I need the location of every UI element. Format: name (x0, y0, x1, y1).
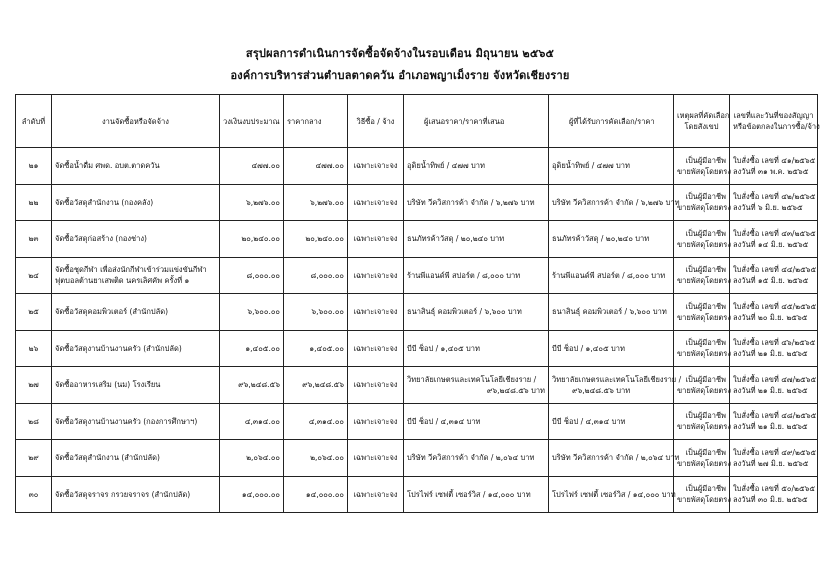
row-method: เฉพาะเจาะจง (348, 403, 404, 440)
table-row (16, 403, 818, 440)
row-contract (730, 367, 818, 404)
table-row (16, 221, 818, 258)
row-mid-price: ๖,๖๐๐.๐๐ (284, 294, 348, 331)
header-no: ลำดับที่ (16, 95, 52, 148)
row-contract (730, 184, 818, 221)
row-selected: บีบี ช็อป / ๑,๔๐๕ บาท (549, 330, 674, 367)
row-contract (730, 403, 818, 440)
row-contract-line1: ใบสั่งซื้อ เลขที่ ๔๓/๒๕๖๕ (733, 228, 816, 238)
row-reason-line1: เป็นผู้มีอาชีพ (685, 411, 726, 421)
table-row (16, 476, 818, 513)
row-contract (730, 440, 818, 477)
row-budget: ๘,๐๐๐.๐๐ (220, 257, 284, 294)
row-contract-line1: ใบสั่งซื้อ เลขที่ ๔๘/๒๕๖๕ (733, 411, 817, 421)
row-no: ๒๑ (16, 148, 52, 185)
row-contract-line2: ลงวันที่ ๒๑ มิ.ย. ๒๕๖๕ (733, 385, 808, 395)
header-selected: ผู้ที่ได้รับการคัดเลือก/ราคา (549, 95, 674, 148)
header-reason-line1: เหตุผลที่คัดเลือก (677, 111, 730, 120)
row-item: จัดซื้อวัสดุงานบ้านงานครัว (สำนักปลัด) (52, 330, 220, 367)
row-method: เฉพาะเจาะจง (348, 257, 404, 294)
row-reason (674, 403, 730, 440)
row-item: จัดซื้ออาหารเสริม (นม) โรงเรียน (52, 367, 220, 404)
row-budget: ๒,๐๖๔.๐๐ (220, 440, 284, 477)
row-budget: ๔๗๗.๐๐ (220, 148, 284, 185)
header-contract-line2: หรือข้อตกลงในการซื้อ/จ้าง (733, 122, 820, 131)
header-contract (730, 95, 818, 148)
row-reason-line2: ขายพัสดุโดยตรง (677, 349, 731, 359)
row-reason (674, 330, 730, 367)
row-selected: บริษัท วีควิสการค้า จำกัด / ๒,๐๖๔ บาท (549, 440, 674, 477)
row-offer: ธนภัทรค้าวัสดุ / ๒๐,๒๔๐ บาท (404, 221, 549, 258)
row-method: เฉพาะเจาะจง (348, 367, 404, 404)
row-budget: ๖,๖๐๐.๐๐ (220, 294, 284, 331)
row-offer: อุดิยน้ำทิพย์ / ๔๗๗ บาท (404, 148, 549, 185)
row-offer: ธนาสินธุ์ คอมพิวเตอร์ / ๖,๖๐๐ บาท (404, 294, 549, 331)
row-contract-line1: ใบสั่งซื้อ เลขที่ ๔๑/๒๕๖๕ (733, 155, 816, 165)
row-method: เฉพาะเจาะจง (348, 476, 404, 513)
row-contract-line2: ลงวันที่ ๒๑ มิ.ย. ๒๕๖๕ (733, 422, 808, 432)
row-reason (674, 476, 730, 513)
row-reason (674, 221, 730, 258)
header-offerers: ผู้เสนอราคา/ราคาที่เสนอ (404, 95, 549, 148)
row-budget: ๑,๔๐๕.๐๐ (220, 330, 284, 367)
row-mid-price: ๑๔,๐๐๐.๐๐ (284, 476, 348, 513)
row-reason (674, 184, 730, 221)
row-no: ๒๙ (16, 440, 52, 477)
row-budget: ๑๔,๐๐๐.๐๐ (220, 476, 284, 513)
document-title: สรุปผลการดำเนินการจัดซื้อจัดจ้างในรอบเดือน มิถุนายน ๒๕๖๕ (245, 47, 555, 60)
row-reason-line2: ขายพัสดุโดยตรง (677, 495, 731, 505)
row-contract-line1: ใบสั่งซื้อ เลขที่ ๕๐/๒๕๖๕ (733, 484, 816, 494)
procurement-summary-table (15, 94, 818, 513)
row-contract (730, 148, 818, 185)
row-no: ๒๓ (16, 221, 52, 258)
row-reason-line1: เป็นผู้มีอาชีพ (685, 301, 726, 311)
row-method: เฉพาะเจาะจง (348, 184, 404, 221)
row-contract-line1: ใบสั่งซื้อ เลขที่ ๔๕/๒๕๖๕ (733, 301, 817, 311)
row-no: ๓๐ (16, 476, 52, 513)
row-offer: โปรไฟร์ เซฟตี้ เซอร์วิส / ๑๔,๐๐๐ บาท (404, 476, 549, 513)
header-reason (674, 95, 730, 148)
table-header-row (16, 95, 818, 148)
row-contract (730, 257, 818, 294)
header-contract-line1: เลขที่และวันที่ของสัญญา (733, 111, 814, 120)
row-item: จัดซื้อวัสดุงานบ้านงานครัว (กองการศึกษาฯ) (52, 403, 220, 440)
row-contract (730, 294, 818, 331)
row-reason-line1: เป็นผู้มีอาชีพ (685, 374, 726, 384)
row-budget: ๔,๓๑๔.๐๐ (220, 403, 284, 440)
row-reason (674, 257, 730, 294)
row-mid-price: ๒๐,๒๔๐.๐๐ (284, 221, 348, 258)
header-reason-line2: โดยสังเขป (684, 122, 719, 131)
row-item-line2: ฟุตบอลต้านยาเสพติด นครเลิศคัพ ครั้งที่ ๑ (55, 276, 190, 286)
row-method: เฉพาะเจาะจง (348, 148, 404, 185)
table-row (16, 184, 818, 221)
row-contract-line1: ใบสั่งซื้อ เลขที่ ๔๙/๒๕๖๕ (733, 447, 817, 457)
row-contract-line2: ลงวันที่ ๑๔ มิ.ย. ๒๕๖๕ (733, 239, 809, 249)
row-reason-line2: ขายพัสดุโดยตรง (677, 458, 731, 468)
row-offer: บริษัท วีควิสการค้า จำกัด / ๖,๒๗๖ บาท (404, 184, 549, 221)
header-mid-price: ราคากลาง (284, 95, 348, 148)
row-contract (730, 221, 818, 258)
header-budget: วงเงินงบประมาณ (220, 95, 284, 148)
row-reason (674, 440, 730, 477)
row-reason-line2: ขายพัสดุโดยตรง (677, 276, 731, 286)
table-row (16, 148, 818, 185)
row-budget: ๒๐,๒๔๐.๐๐ (220, 221, 284, 258)
row-contract-line1: ใบสั่งซื้อ เลขที่ ๔๗/๒๕๖๕ (733, 374, 817, 384)
row-selected: ธนภัทรค้าวัสดุ / ๒๐,๒๔๐ บาท (549, 221, 674, 258)
row-selected: โปรไฟร์ เซฟตี้ เซอร์วิส / ๑๔,๐๐๐ บาท (549, 476, 674, 513)
row-contract-line2: ลงวันที่ ๖ มิ.ย. ๒๕๖๕ (733, 203, 803, 213)
row-selected: บริษัท วีควิสการค้า จำกัด / ๖,๒๗๖ บาท (549, 184, 674, 221)
row-reason-line1: เป็นผู้มีอาชีพ (685, 338, 726, 348)
row-reason-line1: เป็นผู้มีอาชีพ (685, 155, 726, 165)
row-reason-line2: ขายพัสดุโดยตรง (677, 166, 731, 176)
row-reason-line2: ขายพัสดุโดยตรง (677, 385, 731, 395)
row-item: จัดซื้อวัสดุจราจร กรวยจราจร (สำนักปลัด) (52, 476, 220, 513)
row-reason-line1: เป็นผู้มีอาชีพ (685, 447, 726, 457)
row-reason (674, 148, 730, 185)
row-offer-line1: วิทยาลัยเกษตรและเทคโนโลยีเชียงราย / (407, 374, 537, 384)
row-mid-price: ๖,๒๗๖.๐๐ (284, 184, 348, 221)
row-item: จัดซื้อน้ำดื่ม ศพด. อบต.ตาดควัน (52, 148, 220, 185)
row-item: จัดซื้อวัสดุก่อสร้าง (กองช่าง) (52, 221, 220, 258)
row-reason-line1: เป็นผู้มีอาชีพ (685, 484, 726, 494)
row-method: เฉพาะเจาะจง (348, 440, 404, 477)
row-item: จัดซื้อวัสดุสำนักงาน (สำนักปลัด) (52, 440, 220, 477)
row-reason-line2: ขายพัสดุโดยตรง (677, 422, 731, 432)
row-method: เฉพาะเจาะจง (348, 330, 404, 367)
row-mid-price: ๑,๔๐๕.๐๐ (284, 330, 348, 367)
row-no: ๒๘ (16, 403, 52, 440)
row-mid-price: ๔๗๗.๐๐ (284, 148, 348, 185)
row-offer (404, 367, 549, 404)
row-contract-line2: ลงวันที่ ๓๐ มิ.ย. ๒๕๖๕ (733, 495, 808, 505)
row-offer: ร้านพีแอนด์พี สปอร์ต / ๘,๐๐๐ บาท (404, 257, 549, 294)
row-no: ๒๒ (16, 184, 52, 221)
row-mid-price: ๒,๐๖๔.๐๐ (284, 440, 348, 477)
row-offer: บีบี ช็อป / ๑,๔๐๕ บาท (404, 330, 549, 367)
row-mid-price: ๘,๐๐๐.๐๐ (284, 257, 348, 294)
table-row (16, 440, 818, 477)
row-offer: บีบี ช็อป / ๔,๓๑๔ บาท (404, 403, 549, 440)
header-procurement-item: งานจัดซื้อหรือจัดจ้าง (52, 95, 220, 148)
row-selected-line1: วิทยาลัยเกษตรและเทคโนโลยีเชียงราย / (552, 374, 682, 384)
table-row (16, 330, 818, 367)
row-contract (730, 476, 818, 513)
row-contract-line1: ใบสั่งซื้อ เลขที่ ๔๔/๒๕๖๕ (733, 265, 817, 275)
row-contract-line1: ใบสั่งซื้อ เลขที่ ๔๒/๒๕๖๕ (733, 192, 816, 202)
table-row (16, 367, 818, 404)
row-no: ๒๔ (16, 257, 52, 294)
row-selected (549, 367, 682, 404)
row-contract-line2: ลงวันที่ ๒๐ มิ.ย. ๒๕๖๕ (733, 312, 808, 322)
row-reason-line2: ขายพัสดุโดยตรง (677, 239, 731, 249)
row-reason-line1: เป็นผู้มีอาชีพ (685, 228, 726, 238)
row-budget: ๖,๒๗๖.๐๐ (220, 184, 284, 221)
row-mid-price: ๙๖,๒๔๘.๕๖ (284, 367, 348, 404)
row-selected: ร้านพีแอนด์พี สปอร์ต / ๘,๐๐๐ บาท (549, 257, 674, 294)
row-no: ๒๖ (16, 330, 52, 367)
row-offer: บริษัท วีควิสการค้า จำกัด / ๒,๐๖๔ บาท (404, 440, 549, 477)
row-reason-line1: เป็นผู้มีอาชีพ (685, 192, 726, 202)
row-method: เฉพาะเจาะจง (348, 221, 404, 258)
row-item: จัดซื้อวัสดุคอมพิวเตอร์ (สำนักปลัด) (52, 294, 220, 331)
row-selected: อุดิยน้ำทิพย์ / ๔๗๗ บาท (549, 148, 674, 185)
row-item (52, 257, 220, 294)
row-reason-line2: ขายพัสดุโดยตรง (677, 312, 731, 322)
row-contract-line2: ลงวันที่ ๒๑ มิ.ย. ๒๕๖๕ (733, 349, 808, 359)
row-contract-line2: ลงวันที่ ๓๑ พ.ค. ๒๕๖๕ (733, 166, 809, 176)
row-reason-line2: ขายพัสดุโดยตรง (677, 203, 731, 213)
row-contract (730, 330, 818, 367)
row-method: เฉพาะเจาะจง (348, 294, 404, 331)
organization-subtitle: องค์การบริหารส่วนตำบลตาดควัน อำเภอพญาเม็งราย จังหวัดเชียงราย (230, 69, 570, 82)
row-contract-line1: ใบสั่งซื้อ เลขที่ ๔๖/๒๕๖๕ (733, 338, 816, 348)
row-no: ๒๗ (16, 367, 52, 404)
row-selected-line2: ๙๖,๒๔๘.๕๖ บาท (572, 385, 631, 395)
row-contract-line2: ลงวันที่ ๑๕ มิ.ย. ๒๕๖๕ (733, 276, 809, 286)
row-reason (674, 367, 730, 404)
row-reason (674, 294, 730, 331)
row-no: ๒๕ (16, 294, 52, 331)
row-selected: ธนาสินธุ์ คอมพิวเตอร์ / ๖,๖๐๐ บาท (549, 294, 674, 331)
row-item-line1: จัดซื้อชุดกีฬา เพื่อส่งนักกีฬาเข้าร่วมแข่งขันกีฬา (55, 265, 207, 275)
row-reason-line1: เป็นผู้มีอาชีพ (685, 265, 726, 275)
row-offer-line2: ๙๖,๒๔๘.๕๖ บาท (486, 385, 545, 395)
header-method: วิธีซื้อ / จ้าง (348, 95, 404, 148)
table-row (16, 294, 818, 331)
row-budget: ๙๖,๒๔๘.๕๖ (220, 367, 284, 404)
row-item: จัดซื้อวัสดุสำนักงาน (กองคลัง) (52, 184, 220, 221)
row-mid-price: ๔,๓๑๔.๐๐ (284, 403, 348, 440)
table-row (16, 257, 818, 294)
row-contract-line2: ลงวันที่ ๒๗ มิ.ย. ๒๕๖๕ (733, 458, 809, 468)
row-selected: บีบี ช็อป / ๔,๓๑๔ บาท (549, 403, 674, 440)
